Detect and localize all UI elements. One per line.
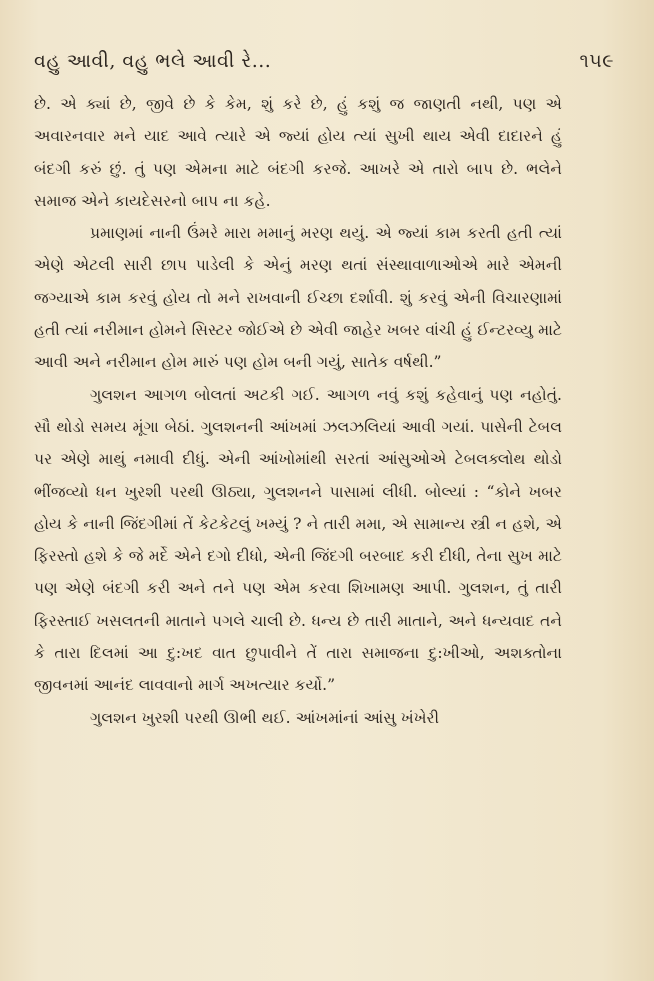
running-title: વહુ આવી, વહુ ભલે આવી રે...	[34, 50, 272, 72]
page-header	[34, 46, 614, 76]
page-number: ૧૫૯	[579, 50, 614, 72]
paragraph-2: પ્રમાણમાં નાની ઉંમરે મારા મમાનું મરણ થયું. એ જ્યાં કામ કરતી હતી ત્યાં એણે એટલી સારી છાપ પાડેલી કે એનું મરણ થતાં સંસ્થાવાળાઓએ મારે એમની જગ્યાએ કામ કરવું હોય તો મને રાખવાની ઈચ્છા દર્શાવી. શું કરવું એની વિચારણામાં હતી ત્યાં નરીમાન હોમને સિસ્ટર જોઈએ છે એવી જાહેર ખબર વાંચી હું ઈન્ટરવ્યુ માટે આવી અને નરીમાન હોમ મારું પણ હોમ બની ગયું, સાતેક વર્ષથી.”	[34, 224, 562, 372]
paragraph-1: છે. એ ક્યાં છે, જીવે છે કે કેમ, શું કરે છે, હું કશું જ જાણતી નથી, પણ એ અવારનવાર મને યાદ આવે ત્યારે એ જ્યાં હોય ત્યાં સુખી થાય એવી દાદારને હું બંદગી કરું છું. તું પણ એમના માટે બંદગી કરજે. આખરે એ તારો બાપ છે. ભલેને સમાજ એને કાયદેસરનો બાપ ના કહે.	[34, 95, 562, 210]
paragraph-3: ગુલશન આગળ બોલતાં અટકી ગઈ. આગળ નવું કશું કહેવાનું પણ નહોતું. સૌ થોડો સમય મૂંગા બેઠાં. ગુલશનની આંખમાં ઝલઝલિયાં આવી ગયાં. પાસેની ટેબલ પર એણે માથું નમાવી દીધું. એની આંખોમાંથી સરતાં આંસુઓએ ટેબલક્લોથ થોડો ભીંજવ્યો ધન ખુરશી પરથી ઊઠ્યા, ગુલશનને પાસામાં લીધી. બોલ્યાં : “કોને ખબર હોય કે નાની જિંદગીમાં તેં કેટકેટલું ખમ્યું ? ને તારી મમા, એ સામાન્ય સ્ત્રી ન હશે, એ ફિરસ્તો હશે કે જે મર્દે એને દગો દીધો, એની જિંદગી બરબાદ કરી દીધી, તેના સુખ માટે પણ એણે બંદગી કરી અને તને પણ એમ કરવા શિખામણ આપી. ગુલશન, તું તારી ફિરસ્તાઈ ખસલતની માતાને પગલે ચાલી છે. ધન્ય છે તારી માતાને, અને ધન્યવાદ તને કે તારા દિલમાં આ દુ:ખદ વાત છુપાવીને તેં તારા સમાજના દુ:ખીઓ, અશક્તોના જીવનમાં આનંદ લાવવાનો માર્ગ અખત્યાર કર્યો.”	[34, 385, 562, 695]
page-body	[34, 88, 562, 734]
paragraph-4: ગુલશન ખુરશી પરથી ઊભી થઈ. આંખમાંનાં આંસુ ખંખેરી	[90, 708, 440, 727]
